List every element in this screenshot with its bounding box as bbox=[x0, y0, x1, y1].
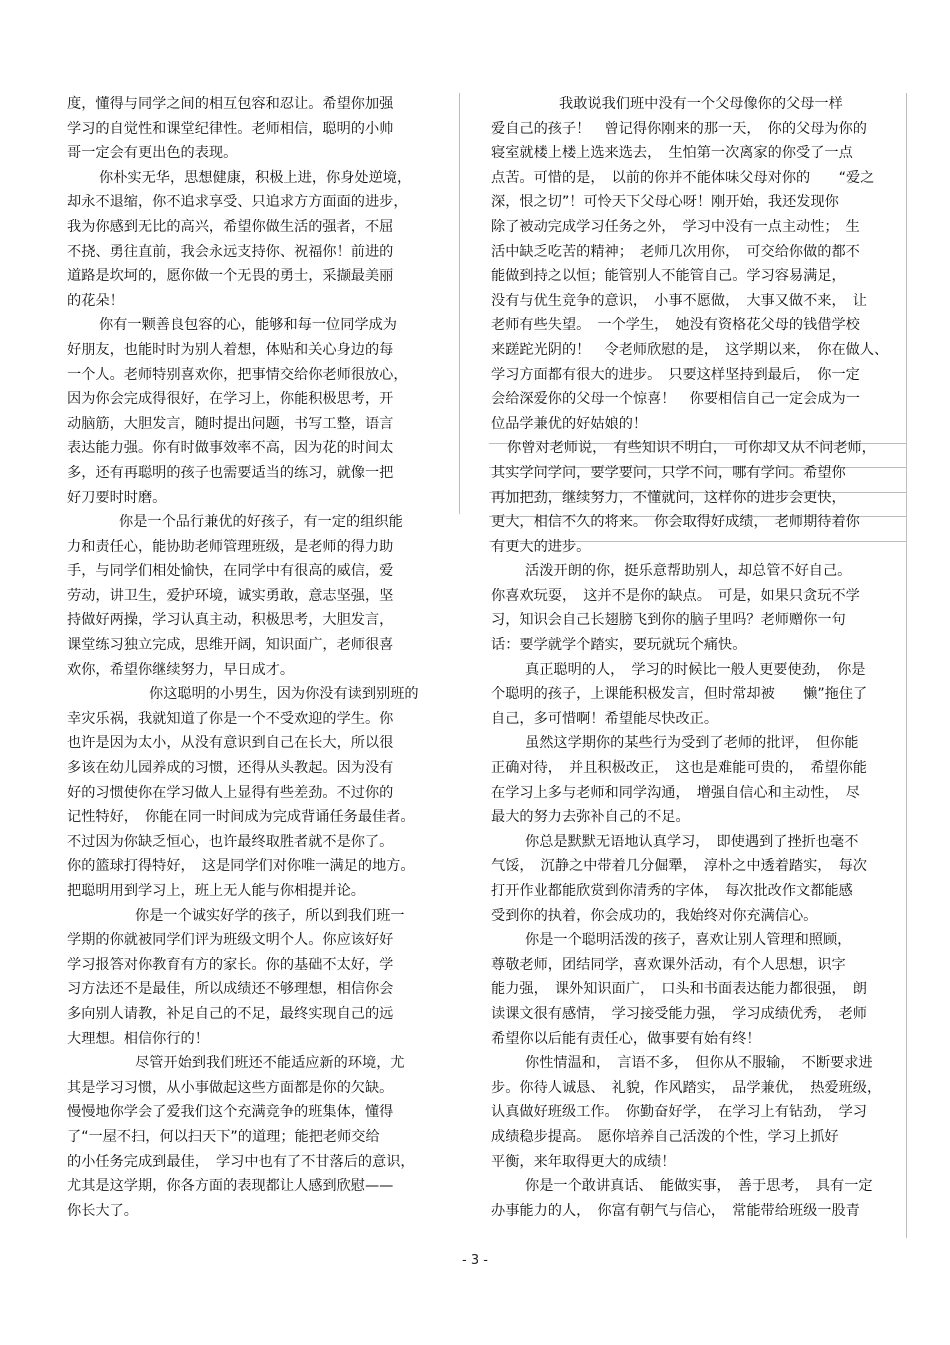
text-line: 道路是坎坷的，愿你做一个无畏的勇士，采撷最美丽 bbox=[67, 268, 394, 285]
text-line: 受到你的执着，你会成功的，我始终对你充满信心。 bbox=[491, 907, 818, 924]
text-line: 幸灾乐祸，我就知道了你是一个不受欢迎的学生。你 bbox=[67, 710, 394, 727]
page-number: - 3 - bbox=[462, 1253, 488, 1268]
column-rule-left bbox=[459, 93, 460, 514]
text-line: 步。你待人诚恳、 礼貌，作风踏实， 品学兼优， 热爱班级， bbox=[491, 1079, 882, 1096]
text-line: 活中缺乏吃苦的精神； 老师几次用你， 可交给你做的都不 bbox=[491, 243, 860, 260]
text-line: 你这聪明的小男生，因为你没有读到别班的 bbox=[149, 686, 419, 703]
text-line: 学习报答对你教育有方的家长。你的基础不太好，学 bbox=[67, 956, 394, 973]
text-line: 寝室就楼上楼上选来选去， 生怕第一次离家的你受了一点 bbox=[491, 145, 853, 162]
text-line: 也许是因为太小，从没有意识到自己在长大，所以很 bbox=[67, 735, 394, 752]
text-line: 爱自己的孩子！ 曾记得你刚来的那一天， 你的父母为你的 bbox=[491, 120, 867, 137]
text-line: 了“一屋不扫，何以扫天下”的道理；能把老师交给 bbox=[67, 1128, 380, 1145]
text-line: 劳动，讲卫生，爱护环境，诚实勇敢，意志坚强，坚 bbox=[67, 587, 394, 604]
text-line: 我为你感到无比的高兴，希望你做生活的强者，不屈 bbox=[67, 218, 394, 235]
text-line: 活泼开朗的你，挺乐意帮助别人，却总管不好自己。 bbox=[525, 563, 852, 580]
text-line: 大理想。相信你行的！ bbox=[67, 1030, 209, 1047]
text-line: 好朋友，也能时时为别人着想，体贴和关心身边的每 bbox=[67, 341, 394, 358]
text-line: 尊敬老师，团结同学，喜欢课外活动，有个人思想，识字 bbox=[491, 956, 846, 973]
text-line: 希望你以后能有责任心，做事要有始有终！ bbox=[491, 1030, 761, 1047]
text-line: 持做好两操，学习认真主动，积极思考，大胆发言， bbox=[67, 612, 394, 629]
text-line: 成绩稳步提高。 愿你培养自己活泼的个性，学习上抓好 bbox=[491, 1128, 839, 1145]
right-column bbox=[491, 92, 905, 1223]
text-line: 的花朵！ bbox=[67, 292, 124, 309]
text-line: 真正聪明的人， 学习的时候比一般人更要使劲， 你是 bbox=[525, 661, 866, 678]
text-line: 学期的你就被同学们评为班级文明个人。你应该好好 bbox=[67, 932, 394, 949]
text-line: 习方法还不是最佳，所以成绩还不够理想，相信你会 bbox=[67, 981, 394, 998]
text-line: 打开作业都能欣赏到你清秀的字体， 每次批改作文都能感 bbox=[491, 883, 853, 899]
text-line: 慢慢地你学会了爱我们这个充满竞争的班集体，懂得 bbox=[67, 1104, 394, 1121]
text-line: 能做到持之以恒；能管别人不能管自己。学习容易满足， bbox=[491, 268, 846, 285]
text-line: 自己，多可惜啊！希望能尽快改正。 bbox=[491, 710, 719, 727]
text-line: 却永不退缩，你不追求享受、只追求方方面面的进步， bbox=[67, 194, 408, 211]
text-line: 课堂练习独立完成，思维开阔，知识面广，老师很喜 bbox=[67, 637, 394, 654]
text-line: 更大，相信不久的将来。 你会取得好成绩， 老师期待着你 bbox=[491, 514, 860, 531]
text-line: 一个人。老师特别喜欢你，把事情交给你老师很放心， bbox=[67, 366, 408, 383]
text-line: 虽然这学期你的某些行为受到了老师的批评， 但你能 bbox=[525, 735, 859, 752]
text-line: 力和责任心，能协助老师管理班级，是老师的得力助 bbox=[67, 538, 394, 555]
text-line: 平衡，来年取得更大的成绩！ bbox=[491, 1153, 676, 1170]
text-line: 有更大的进步。 bbox=[491, 538, 591, 555]
text-line: 我敢说我们班中没有一个父母像你的父母一样 bbox=[559, 96, 843, 112]
text-line: 动脑筋，大胆发言，随时提出问题，书写工整，语言 bbox=[67, 415, 394, 432]
text-line: 欢你，希望你继续努力，早日成才。 bbox=[67, 661, 295, 678]
text-line: 深，恨之切”！可怜天下父母心呀！刚开始，我还发现你 bbox=[491, 194, 839, 211]
text-line: 会给深爱你的父母一个惊喜！ 你要相信自己一定会成为一 bbox=[491, 391, 860, 408]
text-line: 你朴实无华，思想健康，积极上进，你身处逆境， bbox=[99, 169, 412, 186]
text-line: 能力强， 课外知识面广， 口头和书面表达能力都很强， 朗 bbox=[491, 981, 867, 998]
text-line: 再加把劲，继续努力，不懂就问，这样你的进步会更快， bbox=[491, 489, 846, 506]
text-line: 学习的自觉性和课堂纪律性。老师相信，聪明的小帅 bbox=[67, 120, 394, 137]
column-rule-right bbox=[906, 93, 907, 1238]
text-line: 气馁， 沉静之中带着几分倔犟， 淳朴之中透着踏实， 每次 bbox=[491, 858, 867, 875]
text-line: 你曾对老师说， 有些知识不明白， 可你却又从不问老师， bbox=[507, 440, 876, 457]
text-line: 没有与优生竞争的意识， 小事不愿做， 大事又做不来， 让 bbox=[491, 292, 867, 309]
text-line: 办事能力的人， 你富有朝气与信心， 常能带给班级一股青 bbox=[491, 1202, 860, 1219]
text-line: 正确对待， 并且积极改正， 这也是难能可贵的， 希望你能 bbox=[491, 760, 867, 777]
text-line: 来蹉跎光阴的！ 令老师欣慰的是， 这学期以来， 你在做人、 bbox=[491, 341, 889, 358]
text-line: 话：要学就学个踏实，要玩就玩个痛快。 bbox=[491, 637, 747, 654]
left-column bbox=[67, 92, 441, 1223]
text-line: 学习方面都有很大的进步。 只要这样坚持到最后， 你一定 bbox=[491, 366, 860, 383]
text-line: 你是一个聪明活泼的孩子，喜欢让别人管理和照顾， bbox=[525, 932, 852, 949]
text-line: 把聪明用到学习上，班上无人能与你相提并论。 bbox=[67, 883, 365, 899]
text-line: 你是一个诚实好学的孩子，所以到我们班一 bbox=[135, 907, 405, 924]
text-line: 最大的努力去弥补自己的不足。 bbox=[491, 809, 690, 826]
text-line: 其实学问学问，要学要问，只学不问，哪有学问。希望你 bbox=[491, 464, 846, 481]
text-line: 尤其是这学期，你各方面的表现都让人感到欣慰—— bbox=[67, 1178, 394, 1195]
text-line: 好的习惯使你在学习做人上显得有些差劲。不过你的 bbox=[67, 784, 394, 801]
text-line: 你喜欢玩耍， 这并不是你的缺点。 可是，如果只贪玩不学 bbox=[491, 587, 860, 604]
text-line: 个聪明的孩子，上课能积极发言，但时常却被 懒”拖住了 bbox=[491, 686, 868, 703]
text-line: 你是一个敢讲真话、 能做实事， 善于思考， 具有一定 bbox=[525, 1178, 873, 1195]
text-line: 记性特好， 你能在同一时间成为完成背诵任务最佳者。 bbox=[67, 809, 415, 826]
text-line: 位品学兼优的好姑娘的！ bbox=[491, 415, 648, 432]
text-line: 尽管开始到我们班还不能适应新的环境，尤 bbox=[135, 1055, 405, 1072]
text-line: 好刀要时时磨。 bbox=[67, 489, 167, 506]
text-line: 你总是默默无语地认真学习， 即使遇到了挫折也毫不 bbox=[525, 833, 859, 850]
text-line: 的小任务完成到最佳， 学习中也有了不甘落后的意识， bbox=[67, 1153, 415, 1170]
text-line: 点苦。可惜的是， 以前的你并不能体味父母对你的 “爱之 bbox=[491, 169, 875, 186]
text-line: 你的篮球打得特好， 这是同学们对你唯一满足的地方。 bbox=[67, 858, 415, 875]
text-line: 其是学习习惯，从小事做起这些方面都是你的欠缺。 bbox=[67, 1079, 394, 1096]
text-line: 哥一定会有更出色的表现。 bbox=[67, 145, 238, 162]
text-line: 除了被动完成学习任务之外， 学习中没有一点主动性； 生 bbox=[491, 218, 860, 235]
text-line: 习，知识会自己长翅膀飞到你的脑子里吗？老师赠你一句 bbox=[491, 612, 846, 629]
text-line: 老师有些失望。 一个学生， 她没有资格花父母的钱借学校 bbox=[491, 317, 860, 334]
text-line: 因为你会完成得很好，在学习上，你能积极思考，开 bbox=[67, 391, 394, 408]
text-line: 手，与同学们相处愉快，在同学中有很高的威信，爱 bbox=[67, 563, 394, 580]
text-line: 度，懂得与同学之间的相互包容和忍让。希望你加强 bbox=[67, 96, 394, 112]
text-line: 在学习上多与老师和同学沟通， 增强自信心和主动性， 尽 bbox=[491, 784, 860, 801]
text-line: 你是一个品行兼优的好孩子，有一定的组织能 bbox=[119, 514, 403, 531]
text-line: 你性情温和， 言语不多， 但你从不服输， 不断要求进 bbox=[525, 1055, 873, 1072]
text-line: 多该在幼儿园养成的习惯，还得从头教起。因为没有 bbox=[67, 760, 394, 777]
text-line: 不过因为你缺乏恒心，也许最终取胜者就不是你了。 bbox=[67, 833, 394, 850]
text-line: 表达能力强。你有时做事效率不高，因为花的时间太 bbox=[67, 440, 394, 457]
text-line: 读课文很有感情， 学习接受能力强， 学习成绩优秀， 老师 bbox=[491, 1005, 867, 1022]
text-line: 多向别人请教，补足自己的不足，最终实现自己的远 bbox=[67, 1005, 394, 1022]
text-line: 多，还有再聪明的孩子也需要适当的练习，就像一把 bbox=[67, 464, 394, 481]
text-line: 不挠、勇往直前，我会永远支持你、祝福你！前进的 bbox=[67, 243, 394, 260]
text-line: 你有一颗善良包容的心，能够和每一位同学成为 bbox=[99, 317, 397, 334]
text-line: 认真做好班级工作。 你勤奋好学， 在学习上有钻劲， 学习 bbox=[491, 1104, 867, 1121]
text-line: 你长大了。 bbox=[67, 1202, 138, 1219]
